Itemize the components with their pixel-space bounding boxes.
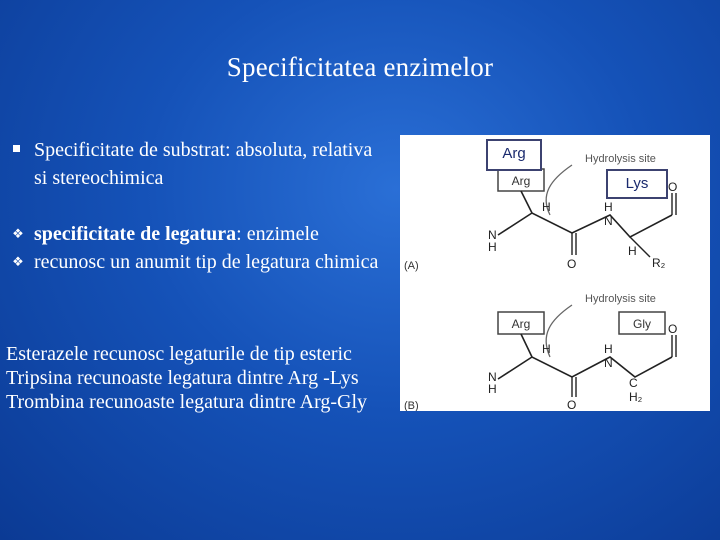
carbonyl-b2 (672, 335, 676, 357)
diamond-bullet-icon: ❖ (12, 226, 24, 241)
atom-n: N (604, 356, 613, 370)
panel-b-label: (B) (404, 400, 419, 411)
paragraph-trypsin: Tripsina recunoaste legatura dintre Arg -Lys (6, 367, 359, 389)
bullet-list (10, 136, 390, 276)
lys-label: Lys (606, 169, 668, 199)
residue-label-a: Arg (511, 174, 531, 188)
bullet-bond-specificity (10, 220, 390, 276)
bullet-bold-text: specificitate de legatura (34, 223, 237, 245)
atom-o: O (567, 398, 577, 411)
carbonyl-a (572, 233, 576, 255)
atom-h: H (542, 200, 551, 214)
atom-h: H (604, 342, 613, 356)
paragraph-esterase: Esterazele recunosc legaturile de tip esteric (6, 343, 352, 365)
atom-n: N (604, 214, 613, 228)
carbonyl-a2 (672, 193, 676, 215)
atom-o: O (567, 257, 577, 271)
bullet-text: Specificitate de substrat: absoluta, relativa si stereochimica (34, 139, 373, 189)
atom-n: N (488, 228, 497, 242)
atom-o: O (668, 180, 678, 194)
atom-c: C (629, 376, 638, 390)
atom-n: N (488, 370, 497, 384)
slide-title: Specificitatea enzimelor (226, 52, 494, 82)
diamond-bullet-icon: ❖ (12, 254, 24, 269)
carbonyl-b (572, 377, 576, 397)
panel-a-label: (A) (404, 260, 419, 272)
atom-h: H (604, 200, 613, 214)
hydrolysis-site-label-a: Hydrolysis site (585, 153, 656, 165)
residue-label-b-right: Gly (633, 317, 651, 331)
backbone-b (498, 334, 672, 379)
atom-h: H (488, 240, 497, 254)
atom-o: O (668, 322, 678, 336)
residue-label-b-left: Arg (511, 317, 531, 331)
bullet-text: : enzimele recunosc un anumit tip de legatura chimica (34, 223, 379, 273)
atom-r2: R₂ (652, 256, 666, 270)
atom-h: H (628, 244, 637, 258)
body-text (6, 342, 396, 414)
atom-h: H (488, 382, 497, 396)
paragraph-thrombin: Trombina recunoaste legatura dintre Arg-Gly (6, 391, 368, 413)
arg-label: Arg (486, 139, 542, 171)
bullet-substrate-specificity (10, 136, 390, 192)
atom-h2: H₂ (629, 390, 643, 404)
panel-b (404, 293, 677, 411)
hydrolysis-site-label-b: Hydrolysis site (585, 293, 656, 305)
atom-h: H (542, 342, 551, 356)
